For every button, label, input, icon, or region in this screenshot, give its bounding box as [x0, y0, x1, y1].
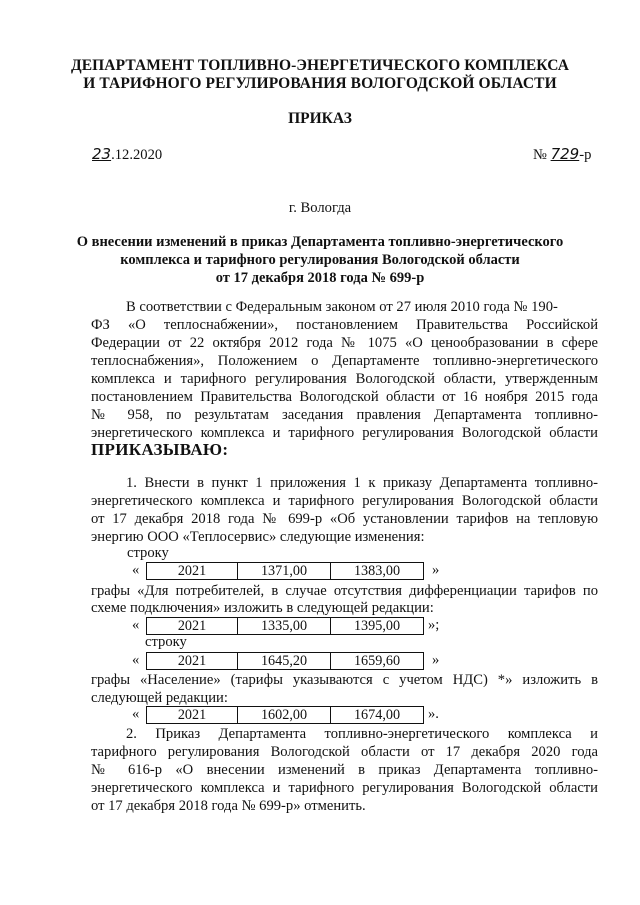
row2-year: 2021: [147, 618, 238, 635]
item2-line-4: энергетического комплекса и тарифного регулирования Вологодской области: [91, 780, 598, 796]
row2-close-quote: »;: [428, 617, 440, 633]
row4-year: 2021: [147, 707, 238, 724]
row4-close-quote: ».: [428, 706, 439, 722]
row2-value-2: 1395,00: [331, 618, 424, 635]
preamble-line-6: постановлением Правительства Вологодской области от 16 ноября 2015 года: [91, 389, 598, 405]
row3-year: 2021: [147, 653, 238, 670]
tariff-row-4: [146, 706, 424, 724]
number-sign: №: [533, 147, 547, 163]
preamble-line-3: Федерации от 22 октября 2012 года № 1075 «О ценообразовании в сфере: [91, 335, 598, 351]
preamble-line-7: № 958, по результатам заседания правления Департамента топливно-: [91, 407, 598, 423]
preamble-line-2: ФЗ «О теплоснабжении», постановлением Правительства Российской: [91, 317, 598, 333]
date-day-handwritten: 23: [92, 145, 112, 163]
row1-open-quote: «: [132, 562, 140, 578]
department-title-line-2: И ТАРИФНОГО РЕГУЛИРОВАНИЯ ВОЛОГОДСКОЙ ОБЛАСТИ: [83, 75, 557, 92]
item2-line-1: 2. Приказ Департамента топливно-энергетического комплекса и: [126, 726, 598, 742]
city: г. Вологда: [288, 200, 352, 216]
preamble-line-8: энергетического комплекса и тарифного регулирования Вологодской области: [91, 425, 598, 441]
tariff-row-1: [146, 562, 424, 580]
subject-line-2: комплекса и тарифного регулирования Вологодской области: [120, 252, 520, 268]
subject-line-3: от 17 декабря 2018 года № 699-р: [215, 270, 425, 286]
item1-line-1: 1. Внести в пункт 1 приложения 1 к приказу Департамента топливно-: [126, 475, 598, 491]
preamble-line-1: В соответствии с Федеральным законом от 27 июля 2010 года № 190-: [126, 299, 558, 315]
row1-close-quote: »: [432, 562, 440, 578]
row1-value-1: 1371,00: [238, 563, 331, 580]
row4-open-quote: «: [132, 706, 140, 722]
row2-value-1: 1335,00: [238, 618, 331, 635]
preamble-line-5: комплекса и тарифного регулирования Вологодской области, утвержденным: [91, 371, 598, 387]
item1-line-3: от 17 декабря 2018 года № 699-р «Об установлении тарифов на тепловую: [91, 511, 598, 527]
row3-close-quote: »: [432, 652, 440, 668]
number-suffix: -р: [579, 147, 592, 163]
tariff-row-3: [146, 652, 424, 670]
graph2-line-1: графы «Население» (тарифы указываются с учетом НДС) *» изложить в: [91, 672, 598, 688]
tariff-row-2: [146, 617, 424, 635]
date-rest: .12.2020: [111, 147, 163, 163]
order-word: ПРИКАЗЫВАЮ:: [91, 440, 229, 459]
row4-value-2: 1674,00: [331, 707, 424, 724]
document-number: [533, 145, 591, 164]
item1-line-2: энергетического комплекса и тарифного регулирования Вологодской области: [91, 493, 598, 509]
row3-value-1: 1645,20: [238, 653, 331, 670]
subject-line-1: О внесении изменений в приказ Департамента топливно-энергетического: [76, 234, 564, 250]
item1-line-4: энергию ООО «Теплосервис» следующие изменения:: [91, 529, 425, 545]
document-date: [92, 145, 162, 164]
item2-line-2: тарифного регулирования Вологодской области от 17 декабря 2020 года: [91, 744, 598, 760]
row1-value-2: 1383,00: [331, 563, 424, 580]
graph1-line-2: схеме подключения» изложить в следующей редакции:: [91, 600, 434, 616]
document-type: ПРИКАЗ: [288, 110, 352, 127]
item2-line-5: от 17 декабря 2018 года № 699-р» отменить.: [91, 798, 366, 814]
preamble-line-4: теплоснабжения», Положением о Департаменте топливно-энергетического: [91, 353, 598, 369]
stroku-label-2: строку: [145, 634, 187, 650]
item2-line-3: № 616-р «О внесении изменений в приказ Департамента топливно-: [91, 762, 598, 778]
number-handwritten: 729: [550, 145, 580, 163]
graph2-line-2: следующей редакции:: [91, 690, 228, 706]
row3-value-2: 1659,60: [331, 653, 424, 670]
graph1-line-1: графы «Для потребителей, в случае отсутствия дифференциации тарифов по: [91, 583, 598, 599]
row4-value-1: 1602,00: [238, 707, 331, 724]
department-title-line-1: ДЕПАРТАМЕНТ ТОПЛИВНО-ЭНЕРГЕТИЧЕСКОГО КОМПЛЕКСА: [70, 57, 570, 74]
row1-year: 2021: [147, 563, 238, 580]
row2-open-quote: «: [132, 617, 140, 633]
stroku-label-1: строку: [127, 545, 169, 561]
row3-open-quote: «: [132, 652, 140, 668]
